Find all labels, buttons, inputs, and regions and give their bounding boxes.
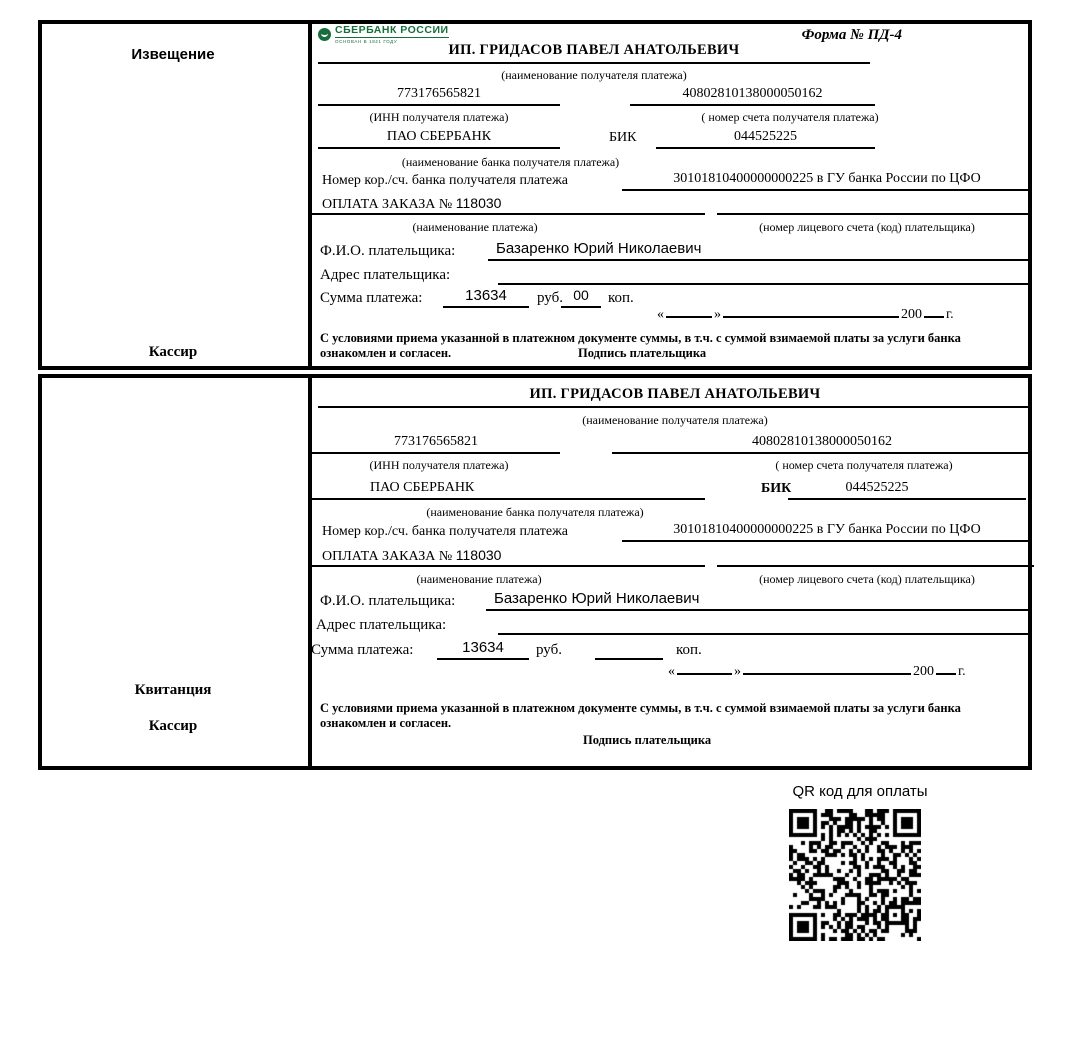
date-close-quote: » bbox=[714, 307, 721, 322]
date-year-prefix: 200 bbox=[913, 664, 934, 679]
amount-label: Сумма платежа: bbox=[320, 290, 423, 306]
amount-kop-value bbox=[595, 639, 663, 660]
sberbank-logo-tagline: ОСНОВАН В 1841 ГОДУ bbox=[335, 39, 398, 44]
payer-signature-label: Подпись плательщика bbox=[578, 346, 707, 360]
account-value: 40802810138000050162 bbox=[612, 433, 1032, 454]
personal-account-blank-field bbox=[717, 546, 1034, 567]
date-year-prefix: 200 bbox=[901, 307, 922, 322]
kop-label: коп. bbox=[676, 642, 702, 658]
payer-address-value bbox=[498, 264, 1032, 285]
corr-value: 30101810400000000225 в ГУ банка России по ЦФО bbox=[622, 521, 1032, 542]
payment-purpose-label: ОПЛАТА ЗАКАЗА № bbox=[322, 549, 453, 564]
date-open-quote: « bbox=[668, 664, 675, 679]
agreement-line1: С условиями приема указанной в платежном документе суммы, в т.ч. с суммой взимаемой платы за услуги банка bbox=[320, 331, 961, 345]
date-day-blank bbox=[677, 660, 732, 675]
payer-address-value bbox=[498, 614, 1032, 635]
date-month-blank bbox=[743, 660, 911, 675]
date-year-blank bbox=[936, 660, 956, 675]
personal-account-blank-field bbox=[717, 194, 1032, 215]
form-number: Форма № ПД-4 bbox=[801, 27, 902, 43]
payee-name-label: (наименование получателя платежа) bbox=[501, 68, 687, 82]
payment-purpose bbox=[312, 546, 705, 567]
date-month-blank bbox=[723, 303, 899, 318]
account-label: ( номер счета получателя платежа) bbox=[775, 458, 953, 472]
bik-value: 044525225 bbox=[656, 128, 875, 149]
payment-purpose-value: 118030 bbox=[455, 547, 502, 563]
payer-fio-label: Ф.И.О. плательщика: bbox=[320, 593, 456, 609]
bank-label: (наименование банка получателя платежа) bbox=[401, 155, 620, 169]
payment-purpose-label: ОПЛАТА ЗАКАЗА № bbox=[322, 197, 453, 212]
date-year-suffix: г. bbox=[958, 664, 966, 679]
date-line bbox=[668, 660, 966, 680]
payer-fio-label: Ф.И.О. плательщика: bbox=[320, 243, 456, 259]
qr-caption: QR код для оплаты bbox=[792, 783, 928, 800]
payee-name: ИП. ГРИДАСОВ ПАВЕЛ АНАТОЛЬЕВИЧ bbox=[318, 386, 1032, 408]
personal-account-label: (номер лицевого счета (код) плательщика) bbox=[759, 572, 975, 586]
receipt-section-label: Квитанция bbox=[134, 682, 212, 698]
payer-fio-value: Базаренко Юрий Николаевич bbox=[486, 590, 1032, 611]
amount-rub-value: 13634 bbox=[437, 639, 529, 660]
payment-name-label: (наименование платежа) bbox=[416, 572, 542, 586]
account-value: 40802810138000050162 bbox=[630, 85, 875, 106]
rub-label: руб. bbox=[536, 642, 562, 658]
payment-purpose bbox=[312, 194, 705, 215]
date-day-blank bbox=[666, 303, 712, 318]
sberbank-logo-name: СБЕРБАНК РОССИИ bbox=[335, 24, 449, 36]
agreement-line2: ознакомлен и согласен. bbox=[320, 716, 452, 730]
inn-value: 773176565821 bbox=[312, 433, 560, 454]
notice-cashier-label: Кассир bbox=[148, 344, 198, 360]
bank-name: ПАО СБЕРБАНК bbox=[312, 479, 705, 500]
payer-fio-value: Базаренко Юрий Николаевич bbox=[488, 240, 1032, 261]
bik-value: 044525225 bbox=[788, 479, 1026, 500]
corr-label: Номер кор./сч. банка получателя платежа bbox=[322, 173, 568, 188]
amount-rub-value: 13634 bbox=[443, 287, 529, 308]
receipt-cashier-label: Кассир bbox=[148, 718, 198, 734]
bik-label: БИК bbox=[609, 130, 637, 145]
payer-signature-label: Подпись плательщика bbox=[583, 733, 712, 747]
corr-value: 30101810400000000225 в ГУ банка России по ЦФО bbox=[622, 170, 1032, 191]
amount-kop-value: 00 bbox=[561, 287, 601, 308]
payee-name-label: (наименование получателя платежа) bbox=[582, 413, 768, 427]
payee-name: ИП. ГРИДАСОВ ПАВЕЛ АНАТОЛЬЕВИЧ bbox=[318, 42, 870, 64]
account-label: ( номер счета получателя платежа) bbox=[701, 110, 879, 124]
bank-label: (наименование банка получателя платежа) bbox=[426, 505, 644, 519]
kop-label: коп. bbox=[608, 290, 634, 306]
agreement-line1: С условиями приема указанной в платежном документе суммы, в т.ч. с суммой взимаемой платы за услуги банка bbox=[320, 701, 961, 715]
inn-value: 773176565821 bbox=[318, 85, 560, 106]
date-year-suffix: г. bbox=[946, 307, 954, 322]
corr-label: Номер кор./сч. банка получателя платежа bbox=[322, 524, 568, 539]
inn-label: (ИНН получателя платежа) bbox=[369, 458, 509, 472]
payment-name-label: (наименование платежа) bbox=[412, 220, 538, 234]
date-line bbox=[657, 303, 954, 323]
notice-section-label: Извещение bbox=[131, 46, 215, 63]
date-year-blank bbox=[924, 303, 944, 318]
agreement-line2: ознакомлен и согласен. bbox=[320, 346, 452, 360]
bik-label: БИК bbox=[761, 481, 792, 496]
payer-address-label: Адрес плательщика: bbox=[316, 617, 447, 633]
inn-label: (ИНН получателя платежа) bbox=[369, 110, 509, 124]
bank-name: ПАО СБЕРБАНК bbox=[318, 128, 560, 149]
rub-label: руб. bbox=[537, 290, 563, 306]
amount-label: Сумма платежа: bbox=[311, 642, 414, 658]
sberbank-logo bbox=[318, 24, 449, 44]
payment-purpose-value: 118030 bbox=[455, 195, 502, 211]
payer-address-label: Адрес плательщика: bbox=[320, 267, 451, 283]
sberbank-emblem-icon bbox=[318, 28, 331, 41]
personal-account-label: (номер лицевого счета (код) плательщика) bbox=[759, 220, 975, 234]
date-open-quote: « bbox=[657, 307, 664, 322]
date-close-quote: » bbox=[734, 664, 741, 679]
qr-code bbox=[789, 809, 921, 941]
